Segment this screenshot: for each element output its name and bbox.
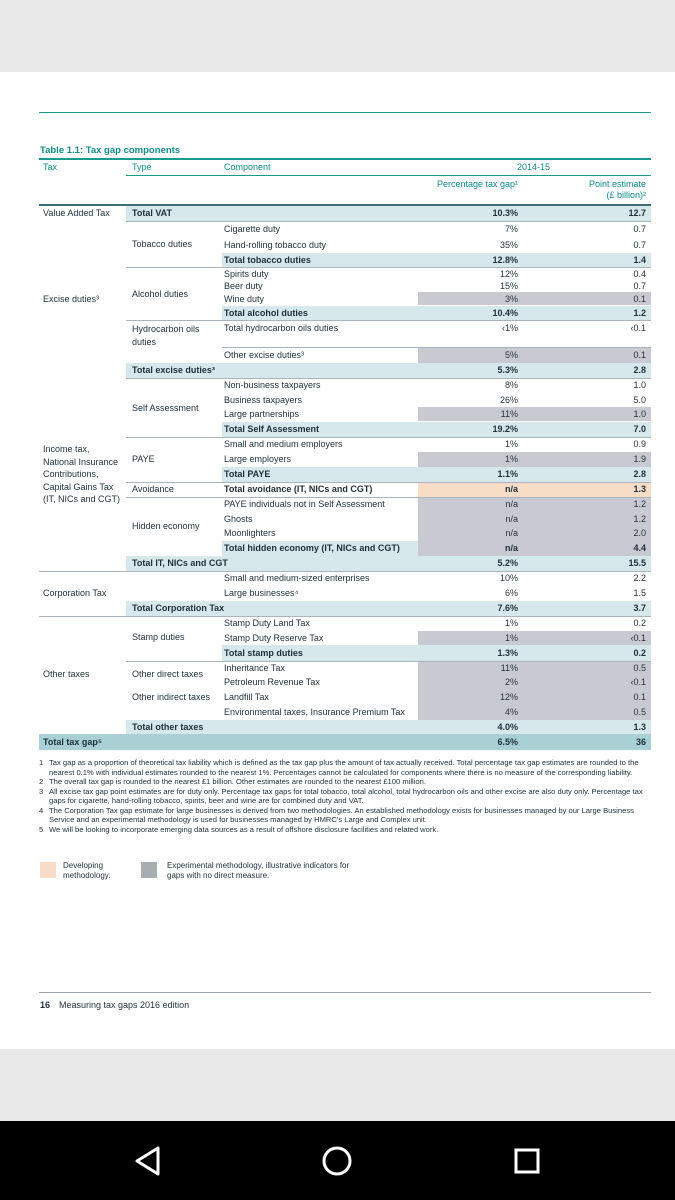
comp-business: Business taxpayers: [224, 395, 303, 405]
pct-small-medium-employers: 1%: [504, 439, 518, 449]
page-number: 16: [40, 1000, 51, 1010]
pct-environmental: 4%: [504, 707, 518, 717]
pct-non-business: 8%: [504, 380, 518, 390]
rule: [126, 661, 651, 662]
header-component: Component: [224, 162, 271, 172]
pct-inheritance: 11%: [500, 663, 518, 673]
pct-total-ct: 7.6%: [497, 603, 518, 613]
val-prt: ‹0.1: [630, 677, 646, 687]
tax-excise: Excise duties³: [43, 294, 100, 304]
header-tax: Tax: [43, 162, 58, 172]
footer-title: Measuring tax gaps 2016 edition: [59, 1000, 190, 1010]
footnote: 1 Tax gap as a proportion of theoretical tax liability which is defined as the tax gap plus the amount of tax actually received. Total percentage tax gap estimates are rounded to the nearest 0.1% with individual estimates rounded to the nearest 1%. Percentages cannot be calculated for components where there is no measure of the corresponding liability.: [39, 758, 639, 777]
legend-experimental-text: Experimental methodology, illustrative indicators for gaps with no direct measure.: [167, 861, 350, 880]
pct-total-avoidance: n/a: [504, 484, 518, 494]
pct-total-sa: 19.2%: [492, 424, 518, 434]
top-rule: [39, 112, 651, 113]
type-other-indirect: Other indirect taxes: [132, 692, 211, 702]
val-small-medium-employers: 0.9: [633, 439, 646, 449]
val-large-partnerships: 1.0: [633, 409, 646, 419]
comp-non-business: Non-business taxpayers: [224, 380, 321, 390]
pct-ghosts: n/a: [505, 514, 518, 524]
pct-total-it: 5.2%: [497, 558, 518, 568]
pct-spirits: 12%: [499, 269, 518, 279]
pct-sme: 10%: [499, 573, 518, 583]
tax-vat: Value Added Tax: [43, 208, 110, 218]
val-wine: 0.1: [633, 294, 646, 304]
pct-total-gap: 6.5%: [497, 737, 518, 747]
recents-button[interactable]: [505, 1139, 549, 1183]
rule: [126, 267, 651, 268]
pct-total-excise: 5.3%: [497, 365, 518, 375]
comp-environmental: Environmental taxes, Insurance Premium Tax: [224, 707, 405, 717]
comp-cigarette: Cigarette duty: [224, 224, 281, 234]
val-total-alcohol: 1.2: [633, 308, 646, 318]
val-business: 5.0: [633, 395, 646, 405]
val-total-avoidance: 1.3: [633, 484, 646, 494]
val-sdlt: 0.2: [633, 618, 646, 628]
pct-cigarette: 7%: [504, 224, 518, 234]
pct-total-hidden: n/a: [504, 543, 518, 553]
val-cigarette: 0.7: [633, 224, 646, 234]
rule: [222, 347, 651, 348]
val-ghosts: 1.2: [633, 514, 646, 524]
rule: [39, 571, 651, 572]
type-avoidance: Avoidance: [132, 484, 174, 494]
legend-developing-text: Developing methodology.: [63, 861, 111, 880]
pct-large-partnerships: 11%: [500, 409, 518, 419]
pct-other-excise: 5%: [504, 350, 518, 360]
comp-other-excise: Other excise duties³: [224, 350, 305, 360]
pct-sdrt: 1%: [504, 633, 518, 643]
pct-hydrocarbon: ‹1%: [501, 323, 518, 333]
val-total-other: 1.3: [633, 722, 646, 732]
pct-large-employers: 1%: [504, 454, 518, 464]
comp-total-avoidance: Total avoidance (IT, NICs and CGT): [224, 484, 373, 494]
footnote: 2 The overall tax gap is rounded to the nearest £1 billion. Other estimates are rounded to the nearest £100 million.: [39, 777, 426, 786]
footnote: 3 All excise tax gap point estimates are for duty only. Percentage tax gaps for total tobacco, total alcohol, total hydrocarbon oils and other excise are also duty only. Percentage tax gaps for cigarette, hand-rolling tobacco, spirits, beer and wine are for combined duty and VAT.: [39, 786, 643, 805]
comp-total-hidden: Total hidden economy (IT, NICs and CGT): [224, 543, 400, 553]
pct-total-vat: 10.3%: [492, 208, 518, 218]
val-total-vat: 12.7: [628, 208, 646, 218]
header-rule: [126, 175, 651, 176]
rule: [126, 437, 651, 438]
home-button[interactable]: [315, 1139, 359, 1183]
pct-paye-not-sa: n/a: [505, 499, 518, 509]
rule: [126, 320, 651, 321]
val-total-excise: 2.8: [633, 365, 646, 375]
val-total-sa: 7.0: [633, 424, 646, 434]
val-hand-rolling: 0.7: [633, 240, 646, 250]
rule: [126, 482, 651, 483]
val-sdrt: ‹0.1: [630, 633, 646, 643]
val-landfill: 0.1: [633, 692, 646, 702]
header-type: Type: [132, 162, 152, 172]
total-ct-label: Total Corporation Tax: [132, 603, 225, 613]
val-total-it: 15.5: [628, 558, 646, 568]
pct-moonlighters: n/a: [505, 528, 518, 538]
val-total-gap: 36: [635, 737, 646, 747]
val-total-hidden: 4.4: [633, 543, 646, 553]
pct-prt: 2%: [504, 677, 518, 687]
comp-moonlighters: Moonlighters: [224, 528, 276, 538]
val-environmental: 0.5: [633, 707, 646, 717]
comp-sdrt: Stamp Duty Reserve Tax: [224, 633, 324, 643]
total-vat-label: Total VAT: [132, 208, 172, 218]
total-excise-label: Total excise duties³: [132, 365, 215, 375]
val-beer: 0.7: [633, 281, 646, 291]
comp-prt: Petroleum Revenue Tax: [224, 677, 320, 687]
val-hydrocarbon: ‹0.1: [630, 323, 646, 333]
rule: [126, 497, 651, 498]
pct-wine: 3%: [504, 294, 518, 304]
comp-wine: Wine duty: [224, 294, 265, 304]
pct-total-tobacco: 12.8%: [492, 255, 518, 265]
val-non-business: 1.0: [633, 380, 646, 390]
tax-corporation: Corporation Tax: [43, 588, 107, 598]
pct-business: 26%: [499, 395, 518, 405]
recents-square-icon: [505, 1139, 549, 1183]
val-moonlighters: 2.0: [633, 528, 646, 538]
comp-landfill: Landfill Tax: [224, 692, 269, 702]
total-it-label: Total IT, NICs and CGT: [132, 558, 228, 568]
val-total-tobacco: 1.4: [633, 255, 646, 265]
pct-large-businesses: 6%: [504, 588, 518, 598]
val-sme: 2.2: [633, 573, 646, 583]
comp-total-sa: Total Self Assessment: [224, 424, 320, 434]
pct-total-alcohol: 10.4%: [492, 308, 518, 318]
total-tax-gap-label: Total tax gap⁵: [43, 737, 103, 747]
comp-paye-not-sa: PAYE individuals not in Self Assessment: [224, 499, 385, 509]
pct-hand-rolling: 35%: [499, 240, 518, 250]
footnotes: [39, 758, 651, 834]
val-total-paye: 2.8: [633, 469, 646, 479]
type-paye: PAYE: [132, 454, 155, 464]
val-other-excise: 0.1: [633, 350, 646, 360]
comp-sdlt: Stamp Duty Land Tax: [224, 618, 310, 628]
table-title: Table 1.1: Tax gap components: [40, 145, 181, 156]
footer-rule: [39, 992, 651, 993]
comp-large-partnerships: Large partnerships: [224, 409, 300, 419]
val-total-ct: 3.7: [633, 603, 646, 613]
document-page: [0, 72, 675, 1049]
total-other-label: Total other taxes: [132, 722, 204, 732]
title-rule: [39, 158, 651, 160]
type-tobacco: Tobacco duties: [132, 239, 193, 249]
comp-beer: Beer duty: [224, 281, 263, 291]
comp-spirits: Spirits duty: [224, 269, 269, 279]
comp-total-alcohol: Total alcohol duties: [224, 308, 308, 318]
comp-total-tobacco: Total tobacco duties: [224, 255, 311, 265]
val-total-stamp: 0.2: [633, 648, 646, 658]
legend-experimental-swatch: [141, 862, 157, 878]
footnote: 4 The Corporation Tax gap estimate for large businesses is derived from two methodologies. An established methodology exists for businesses managed by our Large Business Service and an experimental methodology is used for businesses managed by HMRC's Large and Complex unit.: [39, 805, 634, 824]
rule: [126, 378, 651, 379]
rule: [39, 616, 651, 617]
pct-landfill: 12%: [499, 692, 518, 702]
header-period: 2014-15: [517, 162, 551, 172]
header-point-unit: (£ billion)²: [606, 190, 646, 200]
comp-large-employers: Large employers: [224, 454, 292, 464]
val-spirits: 0.4: [633, 269, 646, 279]
val-large-employers: 1.9: [633, 454, 646, 464]
comp-sme: Small and medium-sized enterprises: [224, 573, 370, 583]
back-triangle-icon: [126, 1139, 170, 1183]
comp-total-stamp: Total stamp duties: [224, 648, 303, 658]
comp-ghosts: Ghosts: [224, 514, 253, 524]
type-stamp: Stamp duties: [132, 632, 185, 642]
tax-other: Other taxes: [43, 669, 90, 679]
comp-small-medium-employers: Small and medium employers: [224, 439, 343, 449]
comp-hydrocarbon: Total hydrocarbon oils duties: [224, 323, 339, 333]
back-button[interactable]: [126, 1139, 170, 1183]
pct-beer: 15%: [499, 281, 518, 291]
comp-total-paye: Total PAYE: [224, 469, 271, 479]
pct-total-stamp: 1.3%: [497, 648, 518, 658]
type-hydrocarbon: Hydrocarbon oils duties: [132, 324, 200, 347]
pct-total-paye: 1.1%: [497, 469, 518, 479]
val-large-businesses: 1.5: [633, 588, 646, 598]
header-point-estimate: Point estimate: [588, 179, 646, 189]
val-paye-not-sa: 1.2: [633, 499, 646, 509]
val-inheritance: 0.5: [633, 663, 646, 673]
pct-total-other: 4.0%: [497, 722, 518, 732]
type-self-assessment: Self Assessment: [132, 403, 199, 413]
pct-sdlt: 1%: [504, 618, 518, 628]
comp-large-businesses: Large businesses⁴: [224, 588, 299, 598]
type-hidden-economy: Hidden economy: [132, 521, 200, 531]
tax-income: Income tax, National Insurance Contributions, Capital Gains Tax (IT, NICs and CGT): [43, 444, 121, 504]
type-other-direct: Other direct taxes: [132, 669, 204, 679]
home-circle-icon: [315, 1139, 359, 1183]
comp-hand-rolling: Hand-rolling tobacco duty: [224, 240, 327, 250]
rule: [126, 221, 651, 222]
footnote: 5 We will be looking to incorporate emerging data sources as a result of offshore disclosure facilities and related work.: [39, 824, 439, 834]
legend-developing-swatch: [40, 862, 56, 878]
comp-inheritance: Inheritance Tax: [224, 663, 285, 673]
type-alcohol: Alcohol duties: [132, 289, 189, 299]
header-percentage: Percentage tax gap¹: [436, 179, 518, 189]
navigation-bar: [0, 1121, 675, 1200]
